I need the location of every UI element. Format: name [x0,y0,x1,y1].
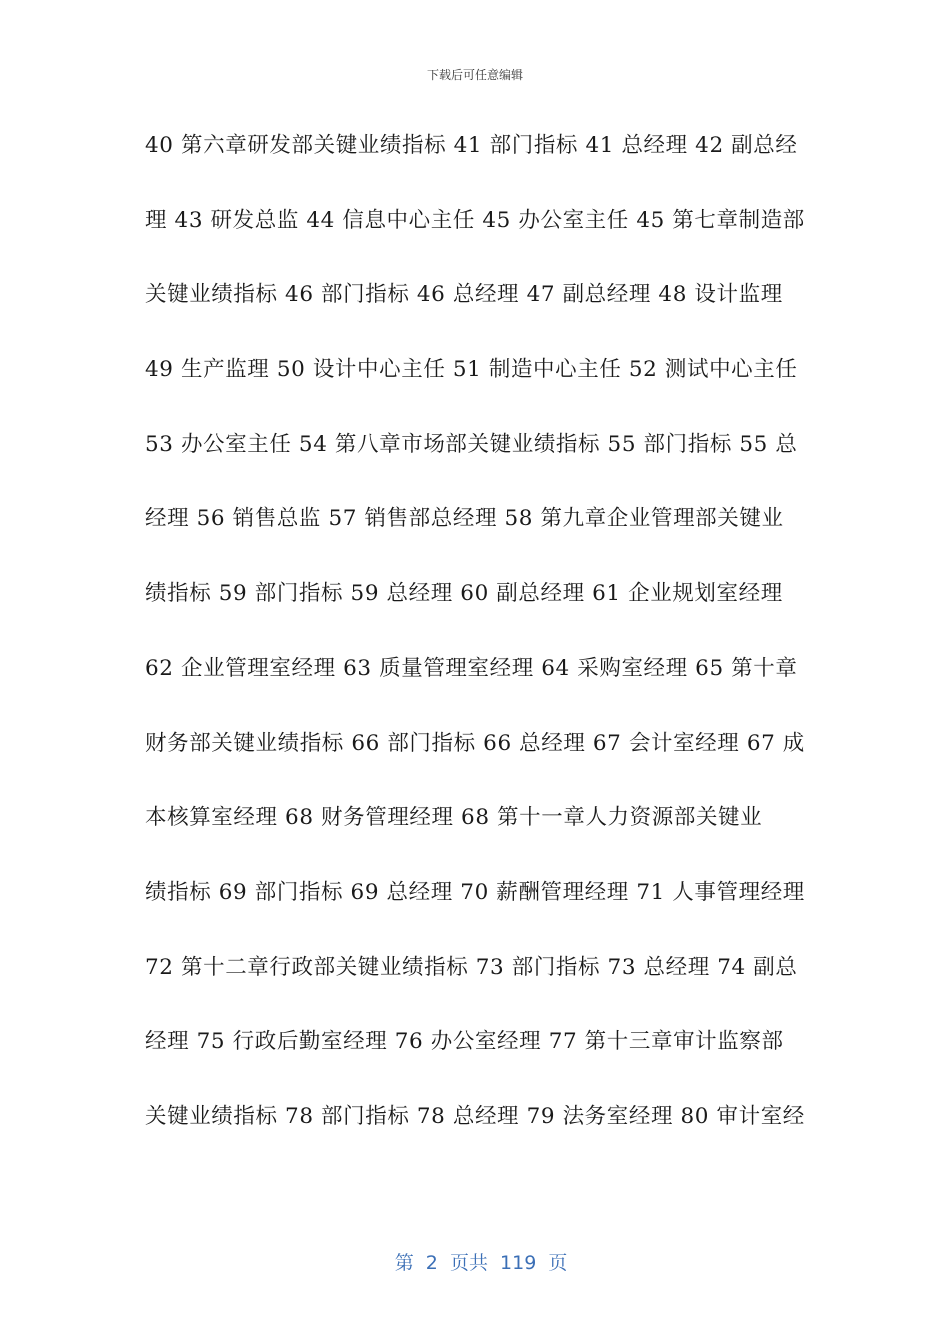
text-line: 绩指标 69 部门指标 69 总经理 70 薪酬管理经理 71 人事管理经理 [145,879,805,905]
text-line: 53 办公室主任 54 第八章市场部关键业绩指标 55 部门指标 55 总 [145,431,798,457]
page-footer [0,1226,950,1275]
text-line: 62 企业管理室经理 63 质量管理室经理 64 采购室经理 65 第十章 [145,655,798,681]
text-line: 49 生产监理 50 设计中心主任 51 制造中心主任 52 测试中心主任 [145,357,798,383]
header-note: 下载后可任意编辑 [426,68,523,82]
text-line: 关键业绩指标 46 部门指标 46 总经理 47 副总经理 48 设计监理 [145,282,783,308]
text-line: 经理 75 行政后勤室经理 76 办公室经理 77 第十三章审计监察部 [145,1029,784,1055]
text-line: 40 第六章研发部关键业绩指标 41 部门指标 41 总经理 42 副总经 [145,133,798,158]
text-line: 关键业绩指标 78 部门指标 78 总经理 79 法务室经理 80 审计室经 [145,1103,805,1129]
text-line: 财务部关键业绩指标 66 部门指标 66 总经理 67 会计室经理 67 成 [145,730,805,756]
text-line: 72 第十二章行政部关键业绩指标 73 部门指标 73 总经理 74 副总 [145,954,798,980]
text-line: 经理 56 销售总监 57 销售部总经理 58 第九章企业管理部关键业 [145,506,784,532]
page-body [145,128,815,1174]
text-line: 本核算室经理 68 财务管理经理 68 第十一章人力资源部关键业 [145,805,763,831]
text-line: 理 43 研发总监 44 信息中心主任 45 办公室主任 45 第七章制造部 [145,207,805,233]
page-number-label: 第 2 页共 119 页 [394,1252,568,1274]
text-line: 绩指标 59 部门指标 59 总经理 60 副总经理 61 企业规划室经理 [145,581,783,607]
